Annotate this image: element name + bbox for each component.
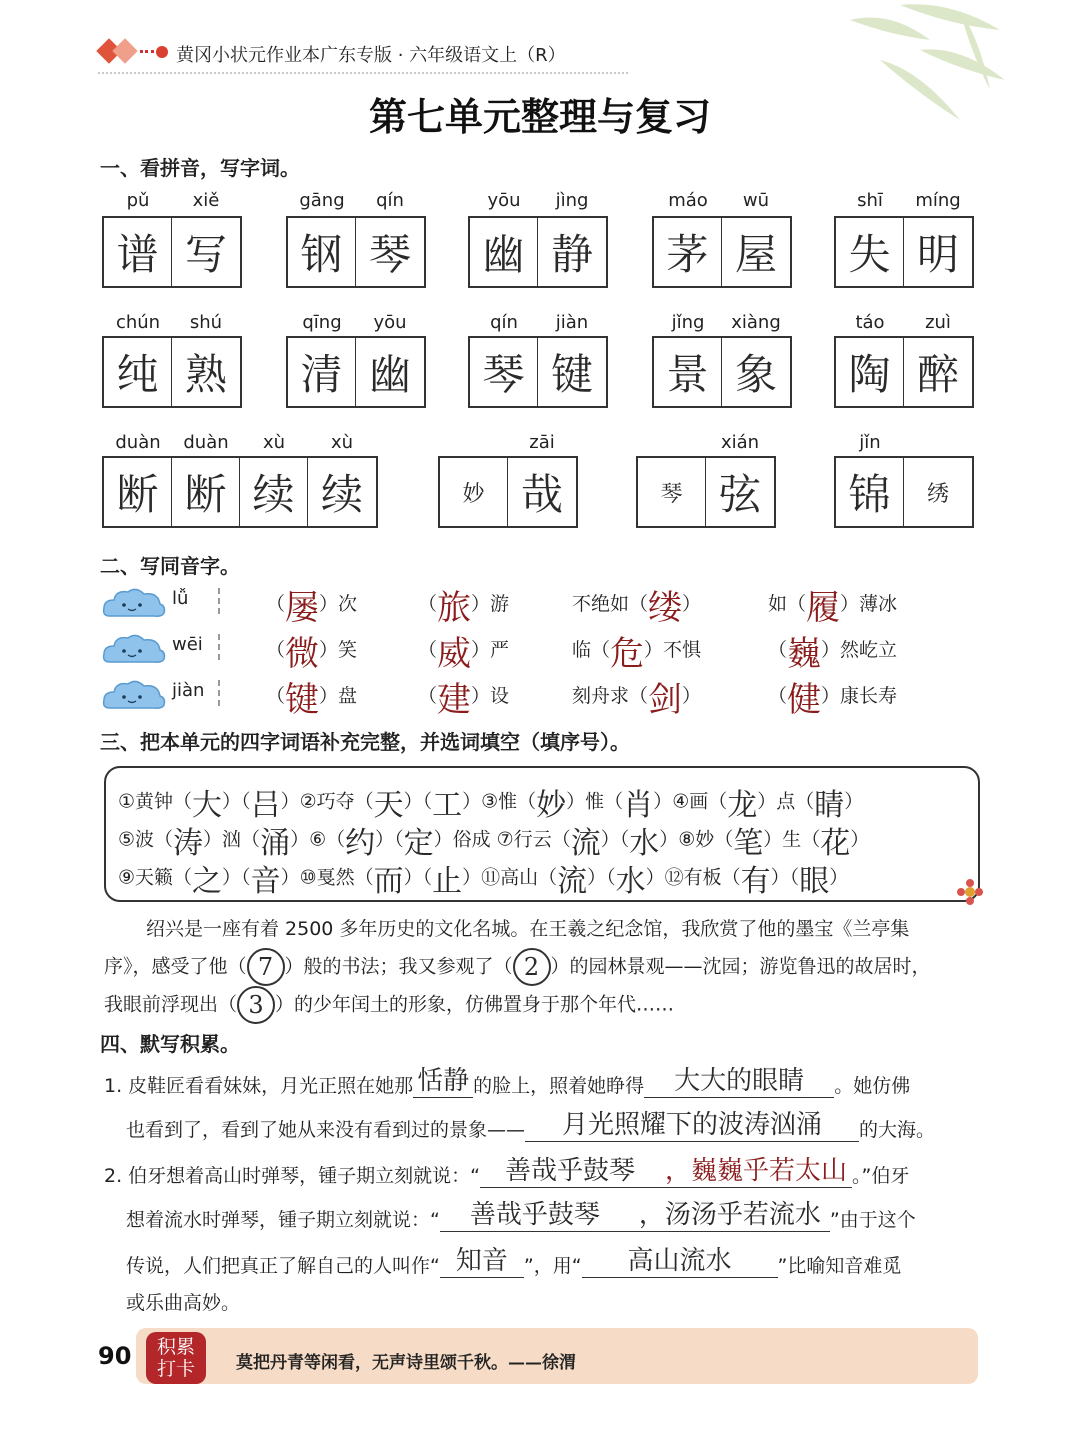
answer-char: 威	[437, 634, 472, 674]
question-text: 。她仿佛	[834, 1075, 911, 1097]
answer-char: 醉	[916, 350, 959, 399]
pinyin-label: xù	[262, 432, 286, 453]
answer-char: 陶	[836, 338, 904, 406]
para-text: ）的园林景观——沈园；游览鲁迅的故居时，	[550, 955, 931, 978]
item-text: ）康长寿	[821, 685, 898, 707]
pinyin-label: qín	[376, 190, 404, 211]
answer-char: 笔	[733, 826, 764, 861]
cloud-icon	[102, 678, 166, 712]
answer-text: 善哉乎鼓琴	[469, 1200, 600, 1230]
given-char: 妙	[440, 458, 508, 526]
pinyin-label: jiàn	[555, 312, 589, 333]
pinyin-label: pǔ	[126, 190, 150, 211]
answer-blank	[630, 1194, 830, 1232]
question-text: 的大海。	[859, 1119, 936, 1141]
pinyin-label: táo	[855, 312, 885, 333]
answer-char: 象	[734, 350, 777, 399]
cloud-icon	[102, 632, 166, 666]
item-text: ）严	[471, 639, 510, 661]
pinyin-label: jǐng	[671, 312, 705, 333]
dictation-q2-line2	[126, 1194, 916, 1232]
badge-line: 打卡	[156, 1358, 195, 1380]
answer-text: ，汤汤乎若流水	[638, 1200, 821, 1230]
dictation-q2-line3	[126, 1240, 901, 1278]
answer-char: 茅	[654, 218, 722, 286]
para-text: ）的少年闰土的形象，仿佛置身于那个年代……	[275, 993, 675, 1016]
idiom-text: ①黄钟（	[118, 790, 193, 813]
answer-char: 断	[172, 458, 240, 526]
question-text: 2. 伯牙想着高山时弹琴，锺子期立刻就说：“	[104, 1165, 481, 1187]
answer-char: 天	[373, 788, 404, 823]
question-text: 的脸上，照着她睁得	[473, 1075, 645, 1097]
answer-char: 哉	[520, 470, 563, 519]
dictation-q1-line1	[104, 1060, 910, 1098]
dictation-q2-line4: 或乐曲高妙。	[126, 1292, 241, 1314]
dashed-bracket	[212, 680, 220, 706]
answer-char: 琴	[470, 338, 538, 406]
item-text: （	[266, 639, 286, 661]
answer-char: 键	[285, 680, 320, 720]
answer-char: 建	[437, 680, 472, 720]
question-text: 想着流水时弹琴，锺子期立刻就说：“	[126, 1209, 440, 1231]
idiom-text: ）⑩戛然（	[280, 866, 374, 889]
item-text: ）游	[471, 593, 510, 615]
answer-char: 履	[806, 588, 841, 628]
answer-char: 幽	[470, 218, 538, 286]
item-text: ）薄冰	[840, 593, 898, 615]
pinyin-label: zāi	[529, 432, 555, 453]
item-text: （	[768, 685, 788, 707]
answer-char: 写	[184, 230, 227, 279]
sound-label: wēi	[172, 634, 203, 655]
homophone-item	[768, 672, 897, 721]
homophone-item	[418, 672, 509, 721]
answer-char: 有	[740, 864, 771, 899]
pinyin-label: xù	[330, 432, 354, 453]
idiom-line	[118, 856, 848, 900]
dashed-bracket	[212, 588, 220, 614]
idiom-text: ）⑥（	[290, 828, 346, 851]
item-text: ）次	[319, 593, 358, 615]
answer-char: 妙	[536, 788, 567, 823]
answer-blank	[413, 1060, 473, 1098]
answer-blank	[660, 1150, 852, 1188]
pinyin-label: míng	[915, 190, 961, 211]
answer-char: 明	[916, 230, 959, 279]
answer-char: 钢	[288, 218, 356, 286]
idiom-text: ）⑧妙（	[659, 828, 734, 851]
item-text: ）笑	[319, 639, 358, 661]
answer-circle: 3	[237, 986, 275, 1024]
answer-text: 月光照耀下的波涛汹涌	[562, 1110, 823, 1140]
page-title: 第七单元整理与复习	[368, 94, 711, 139]
answer-char: 剑	[648, 680, 683, 720]
fill-paragraph-line-1: 绍兴是一座有着 2500 多年历史的文化名城。在王羲之纪念馆，我欣赏了他的墨宝《兰亭集	[146, 918, 910, 940]
item-text: ）然屹立	[821, 639, 898, 661]
pinyin-label: xián	[720, 432, 760, 453]
answer-text: 知音	[455, 1246, 508, 1276]
answer-text: 善哉乎鼓琴	[505, 1156, 636, 1186]
idiom-text: ）点（	[757, 790, 815, 813]
dictation-q2-line1	[104, 1150, 909, 1188]
idiom-text: ）（	[403, 790, 433, 813]
pinyin-label: yōu	[487, 190, 521, 211]
question-text: 也看到了，看到了她从来没有看到过的景象——	[126, 1119, 526, 1141]
answer-char: 止	[432, 864, 463, 899]
idiom-text: ）（	[375, 828, 404, 851]
footer-badge	[146, 1332, 206, 1384]
answer-char: 危	[610, 634, 645, 674]
idiom-text: ）	[844, 790, 864, 813]
answer-char: 纯	[104, 338, 172, 406]
answer-char: 涌	[260, 826, 291, 861]
given-char: 绣	[926, 481, 949, 507]
answer-char: 缕	[648, 588, 683, 628]
page-number: 90	[98, 1342, 132, 1370]
answer-char: 流	[570, 826, 601, 861]
answer-char: 吕	[250, 788, 281, 823]
idiom-text: ⑤波（	[118, 828, 174, 851]
homophone-item	[768, 580, 897, 629]
answer-char: 约	[345, 826, 376, 861]
answer-char: 静	[550, 230, 593, 279]
idiom-text: ）③惟（	[462, 790, 537, 813]
idiom-text: ）②巧夺（	[280, 790, 374, 813]
answer-char: 清	[288, 338, 356, 406]
answer-char: 水	[615, 864, 646, 899]
item-text: 不绝如（	[572, 593, 649, 615]
idiom-text: ）	[829, 866, 849, 889]
answer-char: 龙	[727, 788, 758, 823]
pinyin-label: chún	[115, 312, 161, 333]
question-text: 传说，人们把真正了解自己的人叫作“	[126, 1255, 440, 1277]
answer-char: 定	[403, 826, 434, 861]
item-text: （	[418, 685, 438, 707]
answer-char: 屡	[285, 588, 320, 628]
pinyin-label: gāng	[299, 190, 345, 211]
flower-icon	[956, 878, 984, 906]
pinyin-label: zuì	[925, 312, 951, 333]
para-text: 序》，感受了他（	[104, 955, 247, 978]
idiom-text: ）	[850, 828, 870, 851]
pinyin-label: wū	[742, 190, 770, 211]
answer-blank	[480, 1150, 660, 1188]
item-text: 临（	[572, 639, 611, 661]
idiom-text: ）（	[222, 790, 251, 813]
answer-char: 健	[787, 680, 822, 720]
item-text: ）	[682, 593, 702, 615]
fill-paragraph-line-2	[104, 948, 931, 986]
idiom-text: ）（	[587, 866, 616, 889]
para-text: 我眼前浮现出（	[104, 993, 238, 1016]
section-3-heading: 三、把本单元的四字词语补充完整，并选词填空（填序号）。	[100, 730, 630, 754]
homophone-item	[572, 580, 701, 629]
answer-blank	[644, 1060, 834, 1098]
answer-blank	[440, 1240, 524, 1278]
idiom-text: ）（	[770, 866, 800, 889]
answer-char: 肖	[623, 788, 654, 823]
answer-char: 续	[320, 470, 363, 519]
pinyin-label: qīng	[302, 312, 342, 333]
pinyin-label: jǐn	[859, 432, 881, 453]
idiom-text: ）④画（	[653, 790, 728, 813]
section-1-heading: 一、看拼音，写字词。	[100, 156, 300, 180]
answer-char: 失	[836, 218, 904, 286]
dictation-q1-line2	[126, 1104, 935, 1142]
answer-char: 微	[285, 634, 320, 674]
item-text: ）	[682, 685, 702, 707]
answer-char: 熟	[184, 350, 227, 399]
homophone-item	[266, 626, 357, 675]
answer-char: 屋	[734, 230, 777, 279]
homophone-item	[266, 672, 357, 721]
section-4-heading: 四、默写积累。	[100, 1032, 240, 1056]
item-text: ）盘	[319, 685, 358, 707]
answer-char: 旅	[437, 588, 472, 628]
fill-paragraph-line-3	[104, 986, 674, 1024]
answer-char: 涛	[173, 826, 204, 861]
homophone-item	[418, 626, 509, 675]
answer-blank	[582, 1240, 778, 1278]
pinyin-label: jìng	[555, 190, 589, 211]
answer-blank	[440, 1194, 630, 1232]
item-text: （	[418, 593, 438, 615]
answer-char: 水	[629, 826, 660, 861]
pinyin-label: yōu	[373, 312, 407, 333]
answer-char: 琴	[368, 230, 411, 279]
item-text: （	[768, 639, 788, 661]
sound-label: lǚ	[172, 588, 189, 609]
answer-char: 工	[432, 788, 463, 823]
cloud-icon	[102, 586, 166, 620]
question-text: ”比喻知音难觅	[777, 1255, 902, 1277]
answer-text: 高山流水	[627, 1246, 732, 1276]
question-text: ”由于这个	[829, 1209, 916, 1231]
pinyin-label: qín	[490, 312, 518, 333]
pinyin-label: xiàng	[731, 312, 781, 333]
idiom-text: ）（	[600, 828, 630, 851]
answer-char: 音	[250, 864, 281, 899]
homophone-item	[266, 580, 357, 629]
item-text: （	[266, 593, 286, 615]
sound-label: jiàn	[172, 680, 205, 701]
answer-char: 续	[240, 458, 308, 526]
homophone-item	[768, 626, 897, 675]
item-text: ）设	[471, 685, 510, 707]
answer-char: 谱	[104, 218, 172, 286]
section-2-heading: 二、写同音字。	[100, 554, 240, 578]
idiom-text: ）俗成 ⑦行云（	[433, 828, 571, 851]
answer-text: 恬静	[417, 1066, 470, 1096]
given-char: 琴	[638, 458, 706, 526]
homophone-item	[418, 580, 509, 629]
answer-char: 景	[654, 338, 722, 406]
question-text: 。”伯牙	[852, 1165, 910, 1187]
answer-char: 巍	[787, 634, 822, 674]
pinyin-label: shú	[189, 312, 223, 333]
item-text: 刻舟求（	[572, 685, 649, 707]
item-text: （	[418, 639, 438, 661]
answer-char: 流	[557, 864, 588, 899]
answer-char: 睛	[814, 788, 845, 823]
question-text: 1. 皮鞋匠看看妹妹，月光正照在她那	[104, 1075, 414, 1097]
answer-char: 而	[373, 864, 404, 899]
answer-char: 大	[192, 788, 223, 823]
homophone-item	[572, 672, 701, 721]
question-text: ”，用“	[523, 1255, 582, 1277]
dashed-bracket	[212, 634, 220, 660]
idiom-text: ）汹（	[203, 828, 261, 851]
answer-circle: 2	[513, 948, 551, 986]
header-text: 黄冈小状元作业本广东专版 · 六年级语文上（R）	[176, 45, 566, 66]
answer-circle: 7	[247, 948, 285, 986]
idiom-text: ⑨天籁（	[118, 866, 193, 889]
item-text: （	[266, 685, 286, 707]
badge-line: 积累	[156, 1336, 195, 1358]
pinyin-label: shī	[857, 190, 883, 211]
pinyin-label: xiě	[192, 190, 220, 211]
pinyin-label: duàn	[183, 432, 229, 453]
answer-char: 之	[192, 864, 223, 899]
idiom-text: ）⑫有板（	[645, 866, 741, 889]
para-text: ）般的书法；我又参观了（	[284, 955, 513, 978]
answer-text: 大大的眼睛	[674, 1066, 805, 1096]
answer-char: 弦	[718, 470, 761, 519]
answer-blank	[525, 1104, 859, 1142]
idiom-text: ）生（	[763, 828, 821, 851]
idiom-text: ）（	[222, 866, 251, 889]
answer-text: ，巍巍乎若太山	[665, 1156, 848, 1186]
idiom-box	[104, 766, 980, 902]
idiom-text: ）⑪高山（	[462, 866, 558, 889]
answer-char: 幽	[368, 350, 411, 399]
idiom-text: ）（	[403, 866, 433, 889]
item-text: ）不惧	[644, 639, 702, 661]
pinyin-label: duàn	[115, 432, 161, 453]
homophone-item	[572, 626, 701, 675]
answer-char: 花	[820, 826, 851, 861]
answer-char: 键	[550, 350, 593, 399]
answer-char: 眼	[799, 864, 830, 899]
footer-quote: 莫把丹青等闲看，无声诗里颂千秋。——徐渭	[236, 1353, 576, 1373]
pinyin-label: máo	[668, 190, 708, 211]
answer-char: 锦	[836, 458, 904, 526]
idiom-text: ）惟（	[566, 790, 624, 813]
item-text: 如（	[768, 593, 807, 615]
answer-char: 断	[104, 458, 172, 526]
